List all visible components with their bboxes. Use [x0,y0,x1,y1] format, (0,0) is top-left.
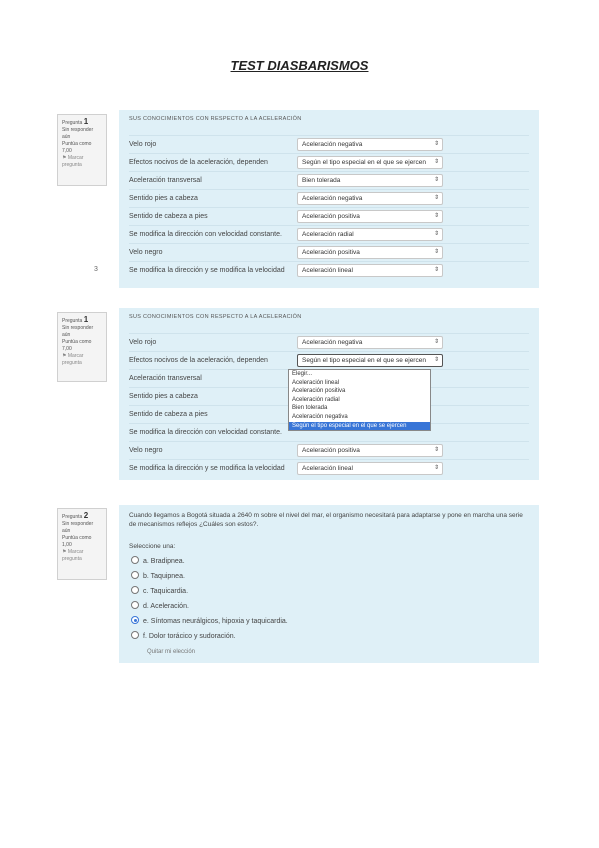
match-select[interactable]: Aceleración positiva ⇕ [297,246,443,259]
flag-icon: ⚑ [62,549,67,555]
match-select[interactable]: Aceleración positiva ⇕ [297,210,443,223]
match-label: Se modifica la dirección y se modifica la velocidad [129,267,285,274]
radio-button[interactable] [131,586,139,594]
match-label: Se modifica la dirección con velocidad constante. [129,231,282,238]
question-label: Pregunta [62,120,83,126]
select-caret-icon: ⇕ [433,231,439,237]
match-select-open[interactable]: Según el tipo especial en el que se ejercen ⇕ [297,354,443,367]
dropdown-option[interactable]: Elegir... [292,371,313,377]
radio-button[interactable] [131,631,139,639]
question-number: 1 [83,117,89,126]
select-caret-icon: ⇕ [433,177,439,183]
match-label: Aceleración transversal [129,375,202,382]
match-row [129,441,529,460]
flag-question-link[interactable]: ⚑ Marcar pregunta [62,353,84,366]
match-label: Velo negro [129,249,163,256]
select-caret-icon: ⇕ [433,447,439,453]
match-select[interactable]: Bien tolerada ⇕ [297,174,443,187]
match-row [129,171,529,190]
select-caret-icon: ⇕ [433,213,439,219]
dropdown-option[interactable]: Aceleración lineal [292,379,340,386]
select-prompt: Seleccione una: [129,543,176,550]
question-text: Cuando llegamos a Bogotá situada a 2640 m sobre el nivel del mar, el organismo necesitará para adaptarse y pone en marcha una serie de mecanismos reflejos ¿Cuáles son estos?. [129,512,523,528]
question-status: Sin responder aún [62,325,94,338]
answer-option-selected[interactable]: e. Síntomas neurálgicos, hipoxia y taquicardia. [131,617,288,629]
question-points: Puntúa como 7,00 [62,141,92,154]
dropdown-option[interactable]: Aceleración radial [292,396,340,403]
match-row [129,189,529,208]
question-info-box [57,114,107,186]
match-label: Efectos nocivos de la aceleración, dependen [129,159,268,166]
match-label: Sentido de cabeza a pies [129,411,208,418]
match-select[interactable]: Según el tipo especial en el que se ejercen ⇕ [297,156,443,169]
radio-button[interactable] [131,556,139,564]
match-row [129,459,529,478]
match-select[interactable]: Aceleración lineal ⇕ [297,462,443,475]
match-select[interactable]: Aceleración negativa ⇕ [297,138,443,151]
answer-option[interactable]: b. Taquipnea. [131,572,185,584]
match-select[interactable]: Aceleración radial ⇕ [297,228,443,241]
answer-option[interactable]: a. Bradipnea. [131,557,185,569]
question-heading: SUS CONOCIMIENTOS CON RESPECTO A LA ACELERACIÓN [129,116,302,122]
select-dropdown-list [288,369,431,431]
select-caret-icon: ⇕ [433,195,439,201]
question-status: Sin responder aún [62,521,94,534]
question-points: Puntúa como 7,00 [62,339,92,352]
match-row [129,243,529,262]
match-label: Velo rojo [129,339,157,346]
document-title: TEST DIASBARISMOS [230,58,369,73]
select-caret-icon: ⇕ [433,267,439,273]
match-label: Sentido pies a cabeza [129,393,198,400]
flag-question-link[interactable]: ⚑ Marcar pregunta [62,155,84,168]
question-info-box [57,508,107,580]
match-row [129,135,529,154]
match-label: Velo negro [129,447,163,454]
question-status: Sin responder aún [62,127,94,140]
match-row [129,333,529,352]
question-label: Pregunta [62,514,83,520]
match-select[interactable]: Aceleración positiva ⇕ [297,444,443,457]
match-select[interactable]: Aceleración lineal ⇕ [297,264,443,277]
answer-option[interactable]: f. Dolor torácico y sudoración. [131,632,236,644]
match-row [129,351,529,370]
match-label: Sentido de cabeza a pies [129,213,208,220]
question-heading: SUS CONOCIMIENTOS CON RESPECTO A LA ACELERACIÓN [129,314,302,320]
flag-icon: ⚑ [62,155,67,161]
match-label: Se modifica la dirección con velocidad constante. [129,429,282,436]
answer-option[interactable]: c. Taquicardia. [131,587,188,599]
match-select[interactable]: Aceleración negativa ⇕ [297,192,443,205]
stray-mark: 3 [94,266,98,273]
flag-icon: ⚑ [62,353,67,359]
question-number: 1 [83,315,89,324]
dropdown-option[interactable]: Bien tolerada [292,405,328,412]
match-label: Se modifica la dirección y se modifica la velocidad [129,465,285,472]
match-row [129,225,529,244]
match-label: Velo rojo [129,141,157,148]
radio-button[interactable] [131,601,139,609]
radio-button-checked[interactable] [131,616,139,624]
match-select[interactable]: Aceleración negativa ⇕ [297,336,443,349]
question-number: 2 [83,511,89,520]
question-info-box [57,312,107,382]
match-row [129,261,529,280]
question-points: Puntúa como 1,00 [62,535,92,548]
answer-option[interactable]: d. Aceleración. [131,602,189,614]
dropdown-option[interactable]: Aceleración negativa [292,413,348,420]
question-label: Pregunta [62,318,83,324]
question-panel [119,505,539,663]
select-caret-icon: ⇕ [433,141,439,147]
select-caret-icon: ⇕ [433,339,439,345]
match-row [129,207,529,226]
match-label: Sentido pies a cabeza [129,195,198,202]
select-caret-icon: ⇕ [433,249,439,255]
clear-choice-link[interactable]: Quitar mi elección [147,649,196,655]
match-label: Aceleración transversal [129,177,202,184]
dropdown-option-highlighted[interactable]: Según el tipo especial en el que se ejercen [289,422,430,431]
dropdown-option[interactable]: Aceleración positiva [292,388,346,395]
select-caret-icon: ⇕ [433,357,439,363]
match-row [129,153,529,172]
select-caret-icon: ⇕ [433,465,439,471]
match-label: Efectos nocivos de la aceleración, dependen [129,357,268,364]
radio-button[interactable] [131,571,139,579]
question-panel [119,110,539,288]
flag-question-link[interactable]: ⚑ Marcar pregunta [62,549,84,562]
select-caret-icon: ⇕ [433,159,439,165]
